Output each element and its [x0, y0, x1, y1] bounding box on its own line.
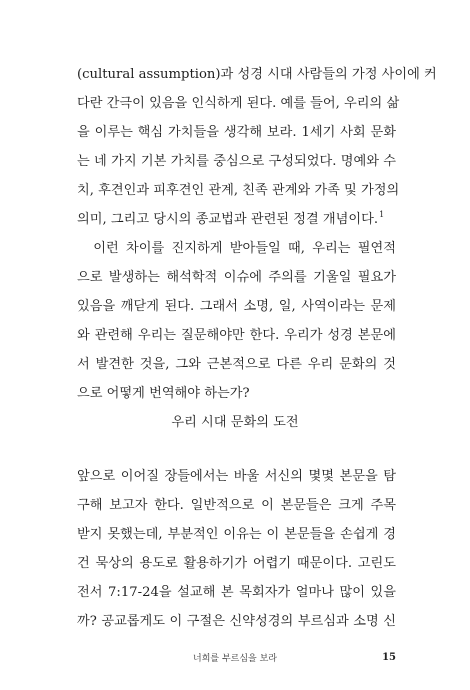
running-footer-book-title: 너희를 부르심을 보라	[193, 654, 277, 664]
paragraph-1-line-6-text: 의미, 그리고 당시의 종교법과 관련된 정결 개념이다.	[77, 212, 379, 227]
paragraph-1-line-6	[77, 211, 396, 229]
paragraph-3-line-3: 받지 못했는데, 부분적인 이유는 이 본문들을 손쉽게 경	[77, 527, 396, 542]
paragraph-2-line-2: 으로 발생하는 해석학적 이슈에 주의를 기울일 필요가	[77, 270, 396, 285]
paragraph-3-line-1: 앞으로 이어질 장들에서는 바울 서신의 몇몇 본문을 탐	[77, 469, 396, 484]
paragraph-2-line-6: 으로 어떻게 번역해야 하는가?	[77, 386, 250, 401]
paragraph-3-line-5: 전서 7:17-24을 설교해 본 목회자가 얼마나 많이 있을	[77, 585, 396, 600]
paragraph-2-line-4: 와 관련해 우리는 질문해야만 한다. 우리가 성경 본문에	[77, 328, 396, 343]
paragraph-3-line-4: 건 묵상의 용도로 활용하기가 어렵기 때문이다. 고린도	[77, 556, 396, 571]
footnote-marker[interactable]: 1	[379, 210, 385, 219]
paragraph-2-line-1: 이런 차이를 진지하게 받아들일 때, 우리는 필연적	[77, 241, 396, 256]
paragraph-3-line-2: 구해 보고자 한다. 일반적으로 이 본문들은 크게 주목	[77, 498, 396, 513]
paragraph-1-line-5: 치, 후견인과 피후견인 관계, 친족 관계와 가족 및 가정의	[77, 183, 400, 198]
paragraph-1-line-2: 다란 간극이 있음을 인식하게 된다. 예를 들어, 우리의 삶	[77, 96, 400, 111]
paragraph-1-line-3: 을 이루는 핵심 가치들을 생각해 보라. 1세기 사회 문화	[77, 125, 396, 140]
page-number: 15	[382, 652, 396, 663]
paragraph-1-line-4: 는 네 가지 기본 가치를 중심으로 구성되었다. 명예와 수	[77, 154, 396, 169]
paragraph-1-line-1: (cultural assumption)과 성경 시대 사람들의 가정 사이에 커	[77, 67, 437, 82]
section-heading: 우리 시대 문화의 도전	[171, 415, 299, 430]
paragraph-3-line-6: 까? 공교롭게도 이 구절은 신약성경의 부르심과 소명 신	[77, 614, 396, 629]
paragraph-2-line-5: 서 발견한 것을, 그와 근본적으로 다른 우리 문화의 것	[77, 357, 396, 372]
paragraph-2-line-3: 있음을 깨닫게 된다. 그래서 소명, 일, 사역이라는 문제	[77, 299, 396, 314]
